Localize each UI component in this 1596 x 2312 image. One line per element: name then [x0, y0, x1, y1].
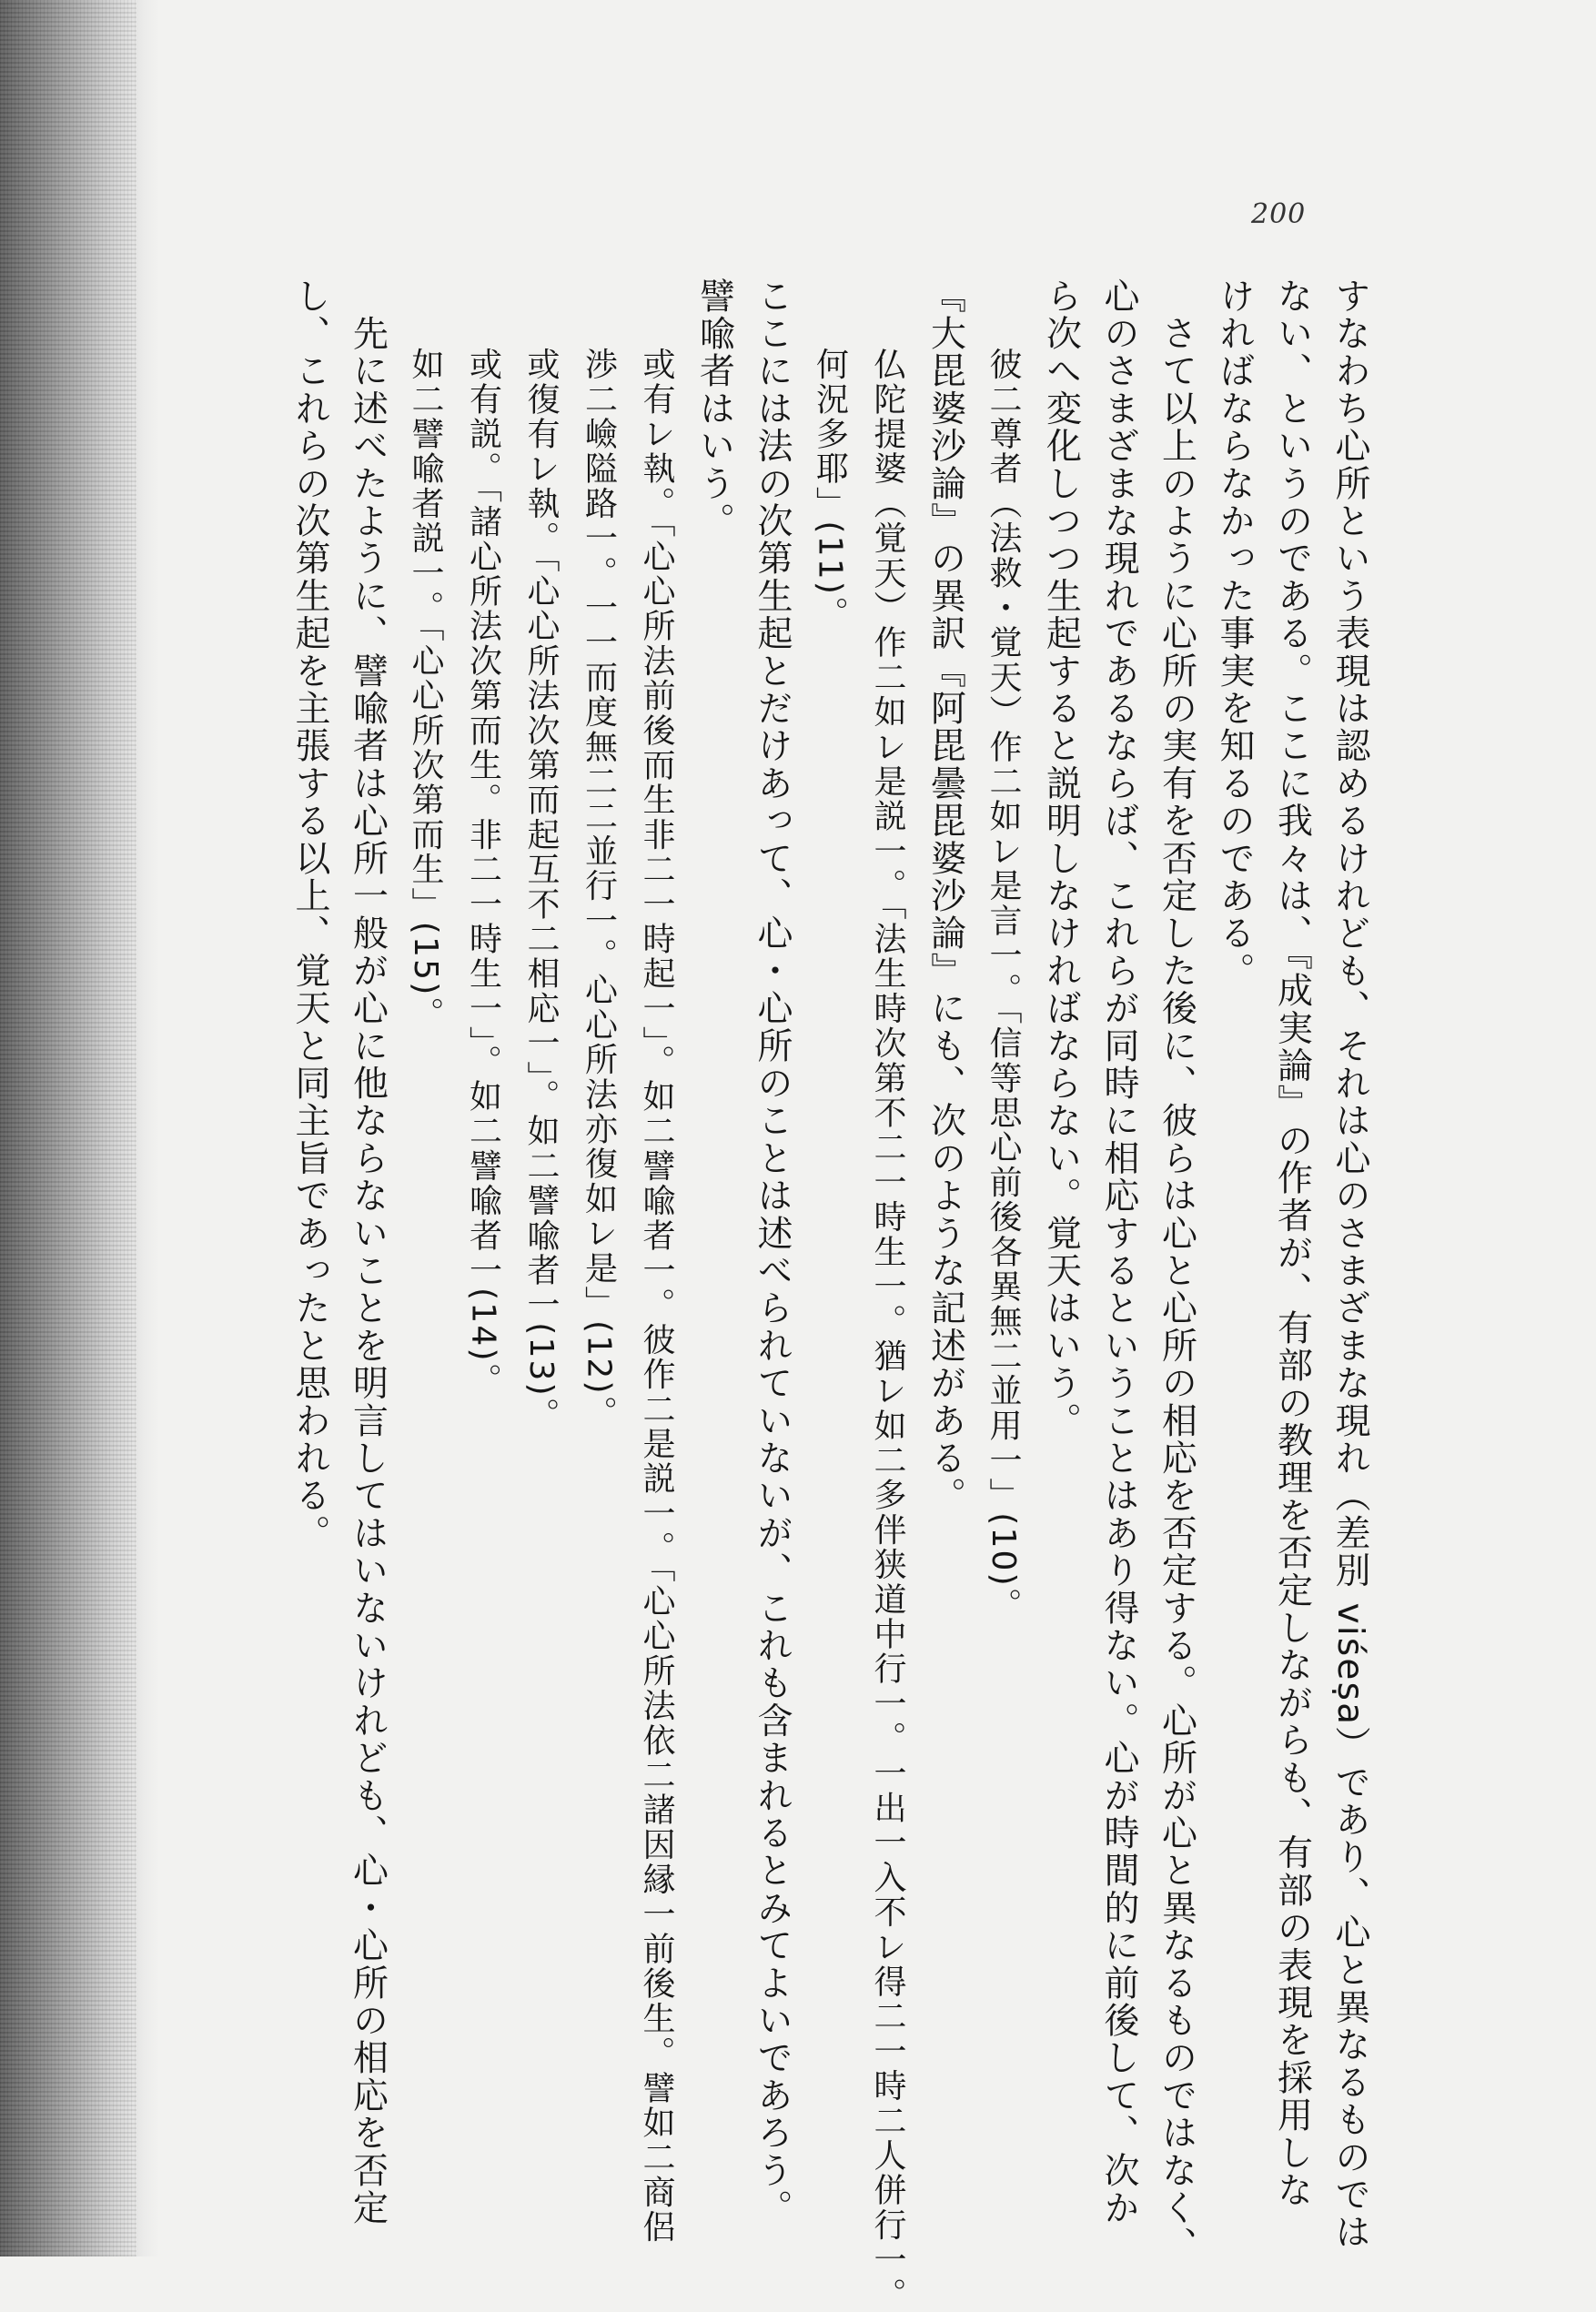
text-line: し、これらの次第生起を主張する以上、覚天と同主旨であったと思われる。 [289, 278, 330, 1552]
quotation-line: 何況多耶」(11)。 [811, 278, 849, 631]
quotation-line: 或有レ執。「心心所法前後而生非二一時起一」。如二譬喩者一。彼作二是説一。「心心所法依二諸因縁一前後生。譬如二商侶 [638, 278, 675, 2245]
quotation-line: 彼二尊者（法救・覚天）作二如レ是言一。「信等思心前後各異無二並用一」(10)。 [985, 278, 1022, 1623]
text-line: 譬喩者はいう。 [693, 278, 735, 540]
quotation-line: 仏陀提婆（覚天）作二如レ是説一。「法生時次第不二一時生一。猶レ如二多伴狭道中行一。一出一入不レ得二一時二人併行一。 [869, 278, 906, 2312]
text-line: ら次へ変化しつつ生起すると説明しなければならない。覚天はいう。 [1040, 278, 1082, 1440]
quotation-line: 渉二嶮隘路一。一一而度無二二並行一。心心所法亦復如レ是」(12)。 [580, 278, 618, 1430]
text-line: ければならなかった事実を知るのである。 [1214, 278, 1255, 990]
page-number: 200 [1251, 198, 1307, 230]
text-line: 心のさまざまな現れであるならば、これらが同時に相応するということはあり得ない。心が時間的に前後して、次か [1098, 278, 1139, 2227]
quotation-line: 或有説。「諸心所法次第而生。非二一時生一」。如二譬喩者一(14)。 [464, 278, 502, 1398]
text-line: ここには法の次第生起とだけあって、心・心所のことは述べられていないが、これも含まれるとみてよいであろう。 [752, 278, 793, 2227]
text-line: すなわち心所という表現は認めるけれども、それは心のさまざまな現れ（差別 viśeṣa）であり、心と異なるものでは [1329, 278, 1370, 2252]
quotation-line: 或復有レ執。「心心所法次第而起互不二相応一」。如二譬喩者一(13)。 [522, 278, 560, 1433]
text-line: 先に述べたように、譬喩者は心所一般が心に他ならないことを明言してはいないけれども、心・心所の相応を否定 [347, 278, 389, 2227]
vertical-text-body [177, 278, 1379, 2312]
page-binding-texture [0, 0, 136, 2256]
text-line: さて以上のように心所の実有を否定した後に、彼らは心と心所の相応を否定する。心所が心と異なるものではなく、 [1156, 278, 1197, 2265]
quotation-line: 如二譬喩者説一。「心心所次第而生」(15)。 [407, 278, 444, 1032]
text-line: ない、というのである。ここに我々は、『成実論』の作者が、有部の教理を否定しながらも、有部の表現を採用しな [1271, 278, 1313, 2209]
text-line: 『大毘婆沙論』の異訳『阿毘曇毘婆沙論』にも、次のような記述がある。 [924, 278, 966, 1515]
